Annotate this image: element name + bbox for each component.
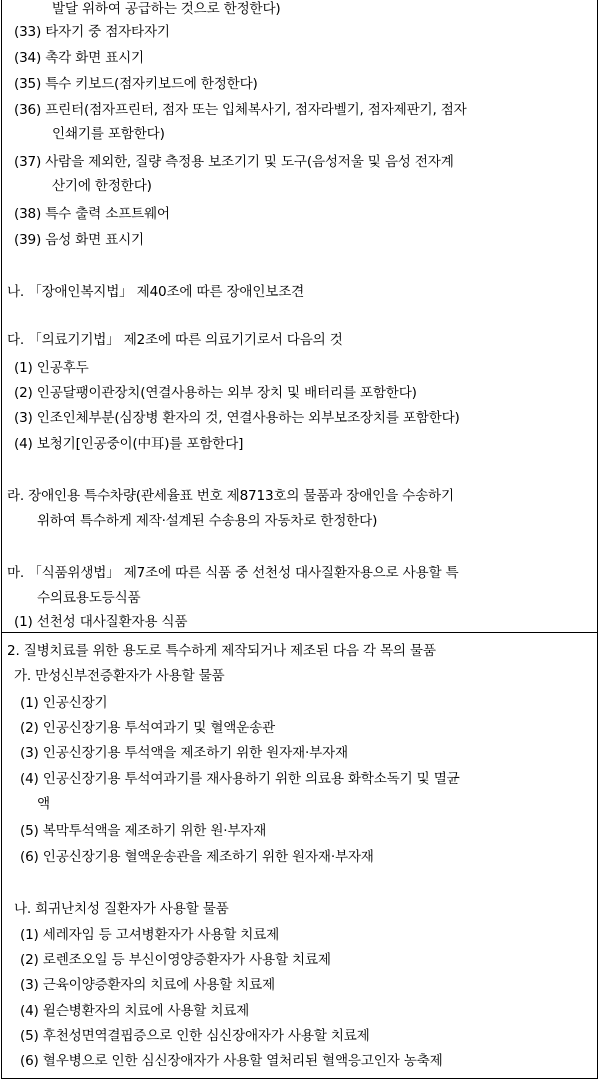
text-line: 인쇄기를 포함한다) xyxy=(52,126,165,142)
subsection-heading: 나. 희귀난치성 질환자가 사용할 물품 xyxy=(14,901,229,917)
list-item: (1) 선천성 대사질환자용 식품 xyxy=(14,614,188,630)
text-line: 액 xyxy=(37,796,50,812)
list-item: (1) 인공후두 xyxy=(14,360,89,376)
table-row-divider xyxy=(1,632,598,633)
list-item: (5) 복막투석액을 제조하기 위한 원·부자재 xyxy=(20,823,267,839)
list-item: (35) 특수 키보드(점자키보드에 한정한다) xyxy=(14,76,258,92)
list-item: (1) 인공신장기 xyxy=(20,695,108,711)
list-item: (3) 인공신장기용 투석액을 제조하기 위한 원자재·부자재 xyxy=(20,745,348,761)
list-item: (1) 세레자임 등 고셔병환자가 사용할 치료제 xyxy=(20,927,280,943)
text-line: 수의료용도등식품 xyxy=(37,590,141,606)
section-heading: 나. 「장애인복지법」 제40조에 따른 장애인보조견 xyxy=(7,284,305,300)
text-line: 발달 위하여 공급하는 것으로 한정한다) xyxy=(52,1,281,17)
list-item: (5) 후천성면역결핍증으로 인한 심신장애자가 사용할 치료제 xyxy=(20,1028,370,1044)
section-heading: 다. 「의료기기법」 제2조에 따른 의료기기로서 다음의 것 xyxy=(7,332,343,348)
list-item: (36) 프린터(점자프린터, 점자 또는 입체복사기, 점자라벨기, 점자제판기, 점자 xyxy=(14,102,467,118)
list-item: (37) 사람을 제외한, 질량 측정용 보조기기 및 도구(음성저울 및 음성 전자계 xyxy=(14,154,454,170)
list-item: (4) 보청기[인공중이(中耳)를 포함한다] xyxy=(14,436,244,452)
section-heading: 2. 질병치료를 위한 용도로 특수하게 제작되거나 제조된 다음 각 목의 물품 xyxy=(7,643,436,659)
list-item: (2) 로렌조오일 등 부신이영양증환자가 사용할 치료제 xyxy=(20,952,331,968)
section-heading: 라. 장애인용 특수차량(관세율표 번호 제8713호의 물품과 장애인을 수송하기 xyxy=(7,488,454,504)
text-line: 위하여 특수하게 제작·설계된 수송용의 자동차로 한정한다) xyxy=(37,513,378,529)
list-item: (33) 타자기 중 점자타자기 xyxy=(14,24,170,40)
list-item: (4) 윌슨병환자의 치료에 사용할 치료제 xyxy=(20,1003,250,1019)
list-item: (39) 음성 화면 표시기 xyxy=(14,232,144,248)
text-line: 산기에 한정한다) xyxy=(52,178,152,194)
list-item: (3) 인조인체부분(심장병 환자의 것, 연결사용하는 외부보조장치를 포함한다) xyxy=(14,410,460,426)
list-item: (4) 인공신장기용 투석여과기를 재사용하기 위한 의료용 화학소독기 및 멸균 xyxy=(20,771,460,787)
list-item: (3) 근육이양증환자의 치료에 사용할 치료제 xyxy=(20,977,275,993)
section-heading: 마. 「식품위생법」 제7조에 따른 식품 중 선천성 대사질환자용으로 사용할 특 xyxy=(7,565,459,581)
subsection-heading: 가. 만성신부전증환자가 사용할 물품 xyxy=(14,668,225,684)
list-item: (6) 혈우병으로 인한 심신장애자가 사용할 열처리된 혈액응고인자 농축제 xyxy=(20,1053,443,1069)
list-item: (2) 인공신장기용 투석여과기 및 혈액운송관 xyxy=(20,720,275,736)
list-item: (34) 촉각 화면 표시기 xyxy=(14,50,144,66)
list-item: (2) 인공달팽이관장치(연결사용하는 외부 장치 및 배터리를 포함한다) xyxy=(14,385,417,401)
list-item: (38) 특수 출력 소프트웨어 xyxy=(14,206,170,222)
list-item: (6) 인공신장기용 혈액운송관을 제조하기 위한 원자재·부자재 xyxy=(20,849,374,865)
